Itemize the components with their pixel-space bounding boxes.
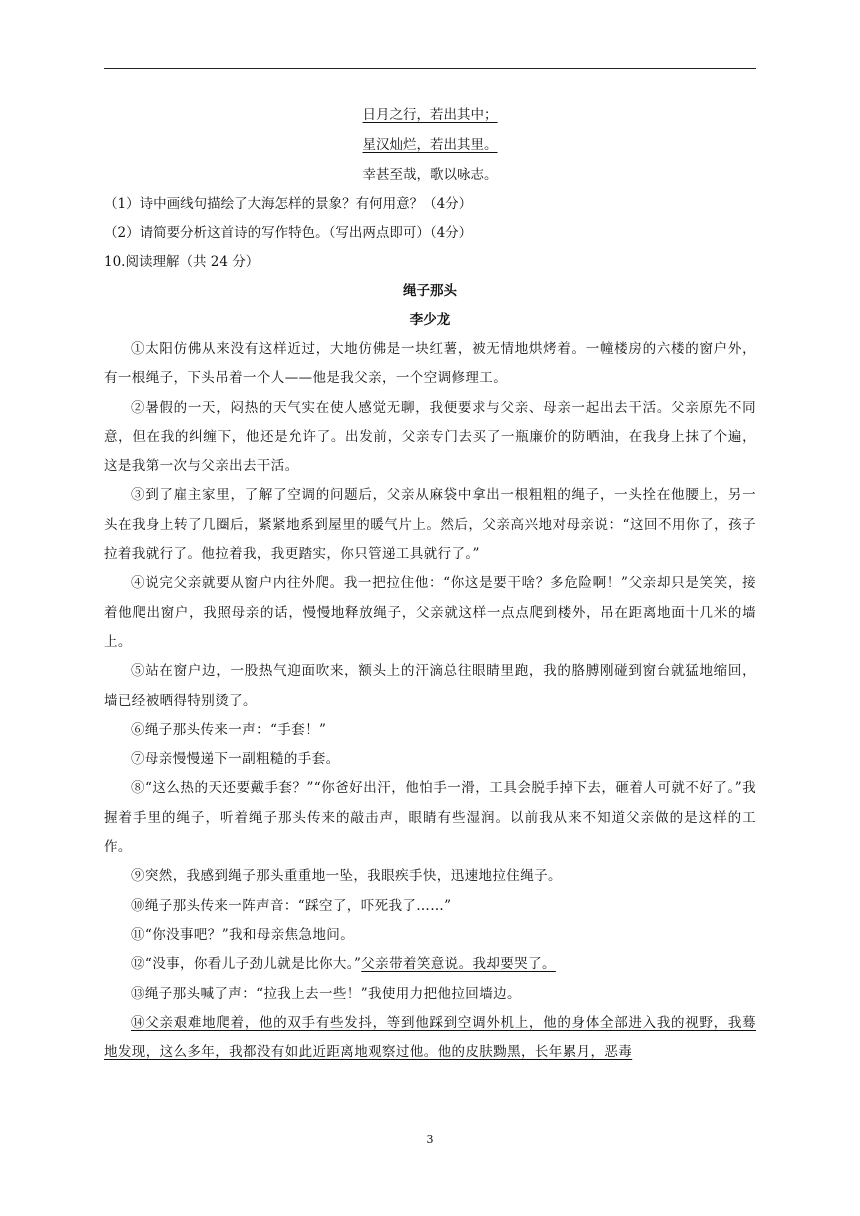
- poem-line-2: [104, 130, 756, 160]
- poem-line-1: [104, 100, 756, 130]
- paragraph-14-underlined: 父亲艰难地爬着，他的双手有些发抖，等到他踩到空调外机上，他的身体全部进入我的视野，我蓦地发现，这么多年，我都没有如此近距离地观察过他。他的皮肤黝黑，长年累月，恶毒: [104, 1014, 756, 1061]
- poem-line-3: [104, 160, 756, 190]
- paragraph-13: ⑬绳子那头喊了声：“拉我上去一些！”我使用力把他拉回墙边。: [131, 985, 521, 1002]
- paragraph-3: ③到了雇主家里，了解了空调的问题后，父亲从麻袋中拿出一根粗粗的绳子，一头拴在他腰上，另一头在我身上转了几圈后，紧紧地系到屋里的暖气片上。然后，父亲高兴地对母亲说：“这回不用你了，孩子拉着我就行了。他拉着我，我更踏实，你只管递工具就行了。”: [104, 487, 756, 563]
- page-content: [104, 100, 756, 1067]
- paragraph-14-lead: ⑭: [131, 1014, 146, 1031]
- paragraph-1: ①太阳仿佛从来没有这样近过，大地仿佛是一块红薯，被无情地烘烤着。一幢楼房的六楼的窗户外，有一根绳子，下头吊着一个人——他是我父亲，一个空调修理工。: [104, 341, 756, 387]
- poem-line-2-text: 星汉灿烂，若出其里。: [362, 137, 498, 153]
- section-heading: 10.阅读理解（共 24 分）: [104, 254, 260, 270]
- article-title: 绳子那头: [403, 283, 457, 299]
- paragraph-2: ②暑假的一天，闷热的天气实在使人感觉无聊，我便要求与父亲、母亲一起出去干活。父亲原先不同意，但在我的纠缠下，他还是允许了。出发前，父亲专门去买了一瓶廉价的防晒油，在我身上抹了个遍，这是我第一次与父亲出去干活。: [104, 399, 756, 475]
- paragraph-12-underlined: 父亲带着笑意说。我却要哭了。: [361, 956, 556, 973]
- paragraph-5: ⑤站在窗户边，一股热气迎面吹来，额头上的汗滴总往眼睛里跑，我的胳膊刚碰到窗台就猛地缩回，墙已经被晒得特别烫了。: [104, 663, 756, 709]
- page-number: 3: [426, 1133, 434, 1146]
- paragraph-6: ⑥绳子那头传来一声：“手套！”: [131, 721, 327, 738]
- poem-line-1-text: 日月之行，若出其中；: [362, 107, 498, 123]
- paragraph-4: ④说完父亲就要从窗户内往外爬。我一把拉住他：“你这是要干啥？多危险啊！”父亲却只是笑笑，接着他爬出窗户，我照母亲的话，慢慢地释放绳子，父亲就这样一点点爬到楼外，吊在距离地面十几米的墙上。: [104, 575, 756, 650]
- question-2: （2）请简要分析这首诗的写作特色。（写出两点即可）（4分）: [104, 225, 473, 241]
- paragraph-12-text: ⑫“没事，你看儿子劲儿就是比你大。”: [131, 956, 362, 973]
- question-1: （1）诗中画线句描绘了大海怎样的景象？有何用意？（4分）: [104, 196, 473, 212]
- paragraph-12: [104, 950, 756, 979]
- paragraph-8: ⑧“这么热的天还要戴手套？”“你爸好出汗，他怕手一滑，工具会脱手掉下去，砸着人可就不好了。”我握着手里的绳子，听着绳子那头传来的敲击声，眼睛有些湿润。以前我从来不知道父亲做的是这样的工作。: [104, 780, 756, 856]
- article-author: 李少龙: [409, 312, 451, 328]
- paragraph-9: ⑨突然，我感到绳子那头重重地一坠，我眼疾手快，迅速地拉住绳子。: [131, 868, 562, 885]
- paragraph-14: [104, 1009, 756, 1068]
- header-rule: [104, 68, 756, 69]
- paragraph-11: ⑪“你没事吧？”我和母亲焦急地问。: [131, 926, 355, 943]
- paragraph-7: ⑦母亲慢慢递下一副粗糙的手套。: [131, 751, 340, 768]
- poem-line-3-text: 幸甚至哉，歌以咏志。: [362, 167, 498, 183]
- paragraph-10: ⑩绳子那头传来一阵声音：“踩空了，吓死我了……”: [131, 897, 452, 914]
